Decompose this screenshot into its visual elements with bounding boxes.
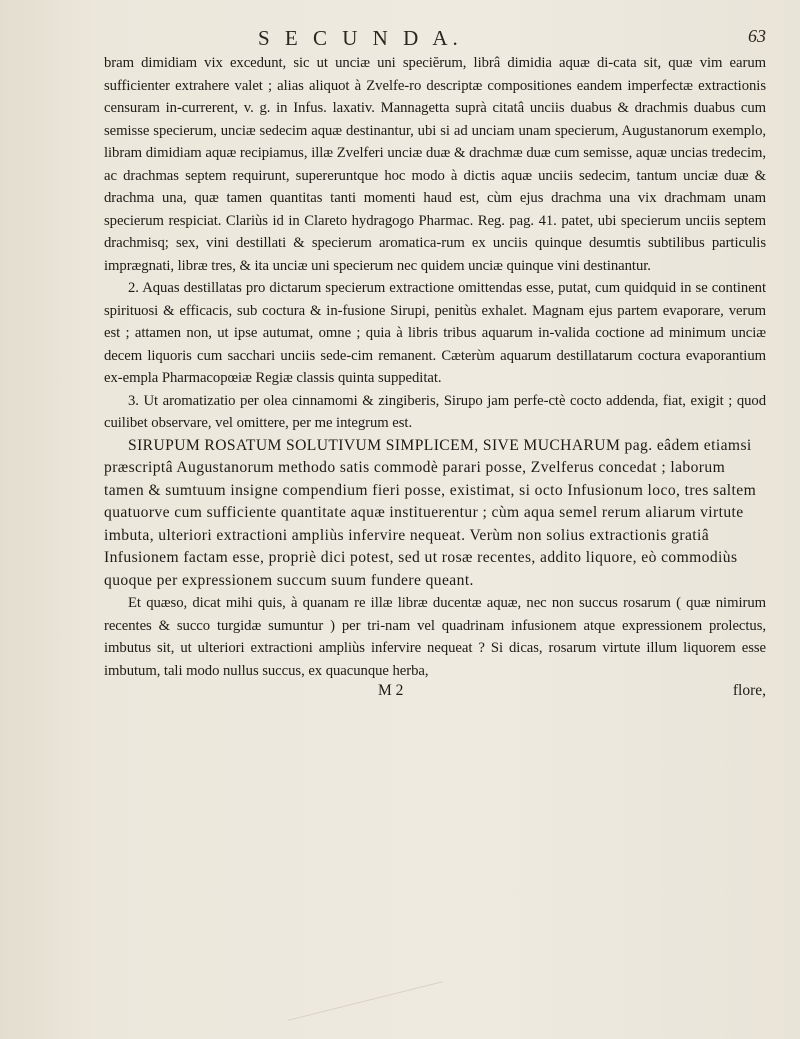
section-heading-sirupum-rosatum: SIRUPUM ROSATUM SOLUTIVUM SIMPLICEM, SIVE MUCHARUM pag. eâdem etiamsi præscriptâ Augustanorum methodo satis commodè parari posse, Zvelferus concedat ; laborum tamen & sumtuum insigne compendium fieri posse, existimat, si octo Infusionum loco, tres saltem quatuorve cum sufficiente quantitate aquæ instituerentur ; cùm aqua semel rerum aliarum virtute imbuta, ulteriori extractioni ampliùs infervire nequeat. Verùm non solius extractionis gratiâ Infusionem factam esse, propriè dici potest, sed ut rosæ recentes, addito liquore, eò commodiùs quoque per expressionem succum suum fundere queant.	[104, 436, 757, 589]
page-number: 63	[748, 26, 766, 46]
signature-mark: M 2	[378, 682, 404, 699]
page-body	[104, 52, 766, 682]
paragraph-continuation: bram dimidiam vix excedunt, sic ut unciæ uni speciĕrum, librâ dimidia aquæ di-cata sit, quæ vim earum sufficienter extrahere valet ; alias aliquot à Zvelfe-ro descriptæ compositiones eandem imperfectæ extractionis censuram in-currerent, v. g. in Infus. laxativ. Mannagetta suprà citatâ unciis duabus & drachmis duabus cum semisse specierum, unciæ sedecim aquæ destinantur, ubi si ad unciam unam specierum, Augustanorum exemplo, libram dimidiam aquæ recipiamus, illæ Zvelferi unciæ duæ & drachmæ duæ cum semisse, aquæ uncias tredecim, ac drachmas septem requirunt, supereruntque hoc modo à dictis aquæ unciis sedecim, tantum unciæ duæ & drachma una, quæ tamen quantitas tanti momenti haud est, cùm ejus drachma una vix drachmam unam specierum respiciat. Clariùs id in Clareto hydragogo Pharmac. Reg. pag. 41. patet, ubi specierum unciis septem drachmisq; sex, vini destillati & specierum aromatica-rum ex unciis quinque desumtis subtilibus particulis imprægnati, libræ tres, & ita unciæ uni specierum nec quidem unciæ quinque vini destinantur.	[104, 55, 766, 274]
footer-line	[104, 682, 766, 706]
running-head	[104, 10, 766, 52]
paragraph-point-2: 2. Aquas destillatas pro dictarum specierum extractione omittendas esse, putat, cum quidquid in se continent spirituosi & efficacis, sub coctura & in-fusione Sirupi, penitùs exhalet. Magnam ejus partem evaporare, verum est ; attamen non, ut ipse autumat, omne ; quia à libris tribus aquarum in-valida coctione ad minimum unciæ decem liquoris cum sacchari unciis sede-cim remanent. Cæterùm aquarum destillatarum coctura evaporantium ex-empla Pharmacopœiæ Regiæ classis quinta suppeditat.	[104, 280, 766, 386]
running-head-title: S E C U N D A.	[258, 26, 463, 50]
paragraph-final: Et quæso, dicat mihi quis, à quanam re illæ libræ ducentæ aquæ, nec non succus rosarum ( quæ nimirum recentes & succo turgidæ sumuntur ) per tri-nam vel quadrinam infusionem atque expressionem prolectus, imbutus sit, ut ulteriori extractioni ampliùs infervire nequeat ? Si dicas, rosarum virtute illum liquorem esse imbutum, tali modo nullus succus, ex quacunque herba,	[104, 595, 766, 679]
paper-crease	[287, 981, 452, 1039]
paragraph-point-3: 3. Ut aromatizatio per olea cinnamomi & zingiberis, Sirupo jam perfe-ctè cocto addenda, fiat, exigit ; quod cuilibet observare, vel omittere, per me integrum est.	[104, 392, 766, 431]
catchword: flore,	[732, 682, 766, 699]
